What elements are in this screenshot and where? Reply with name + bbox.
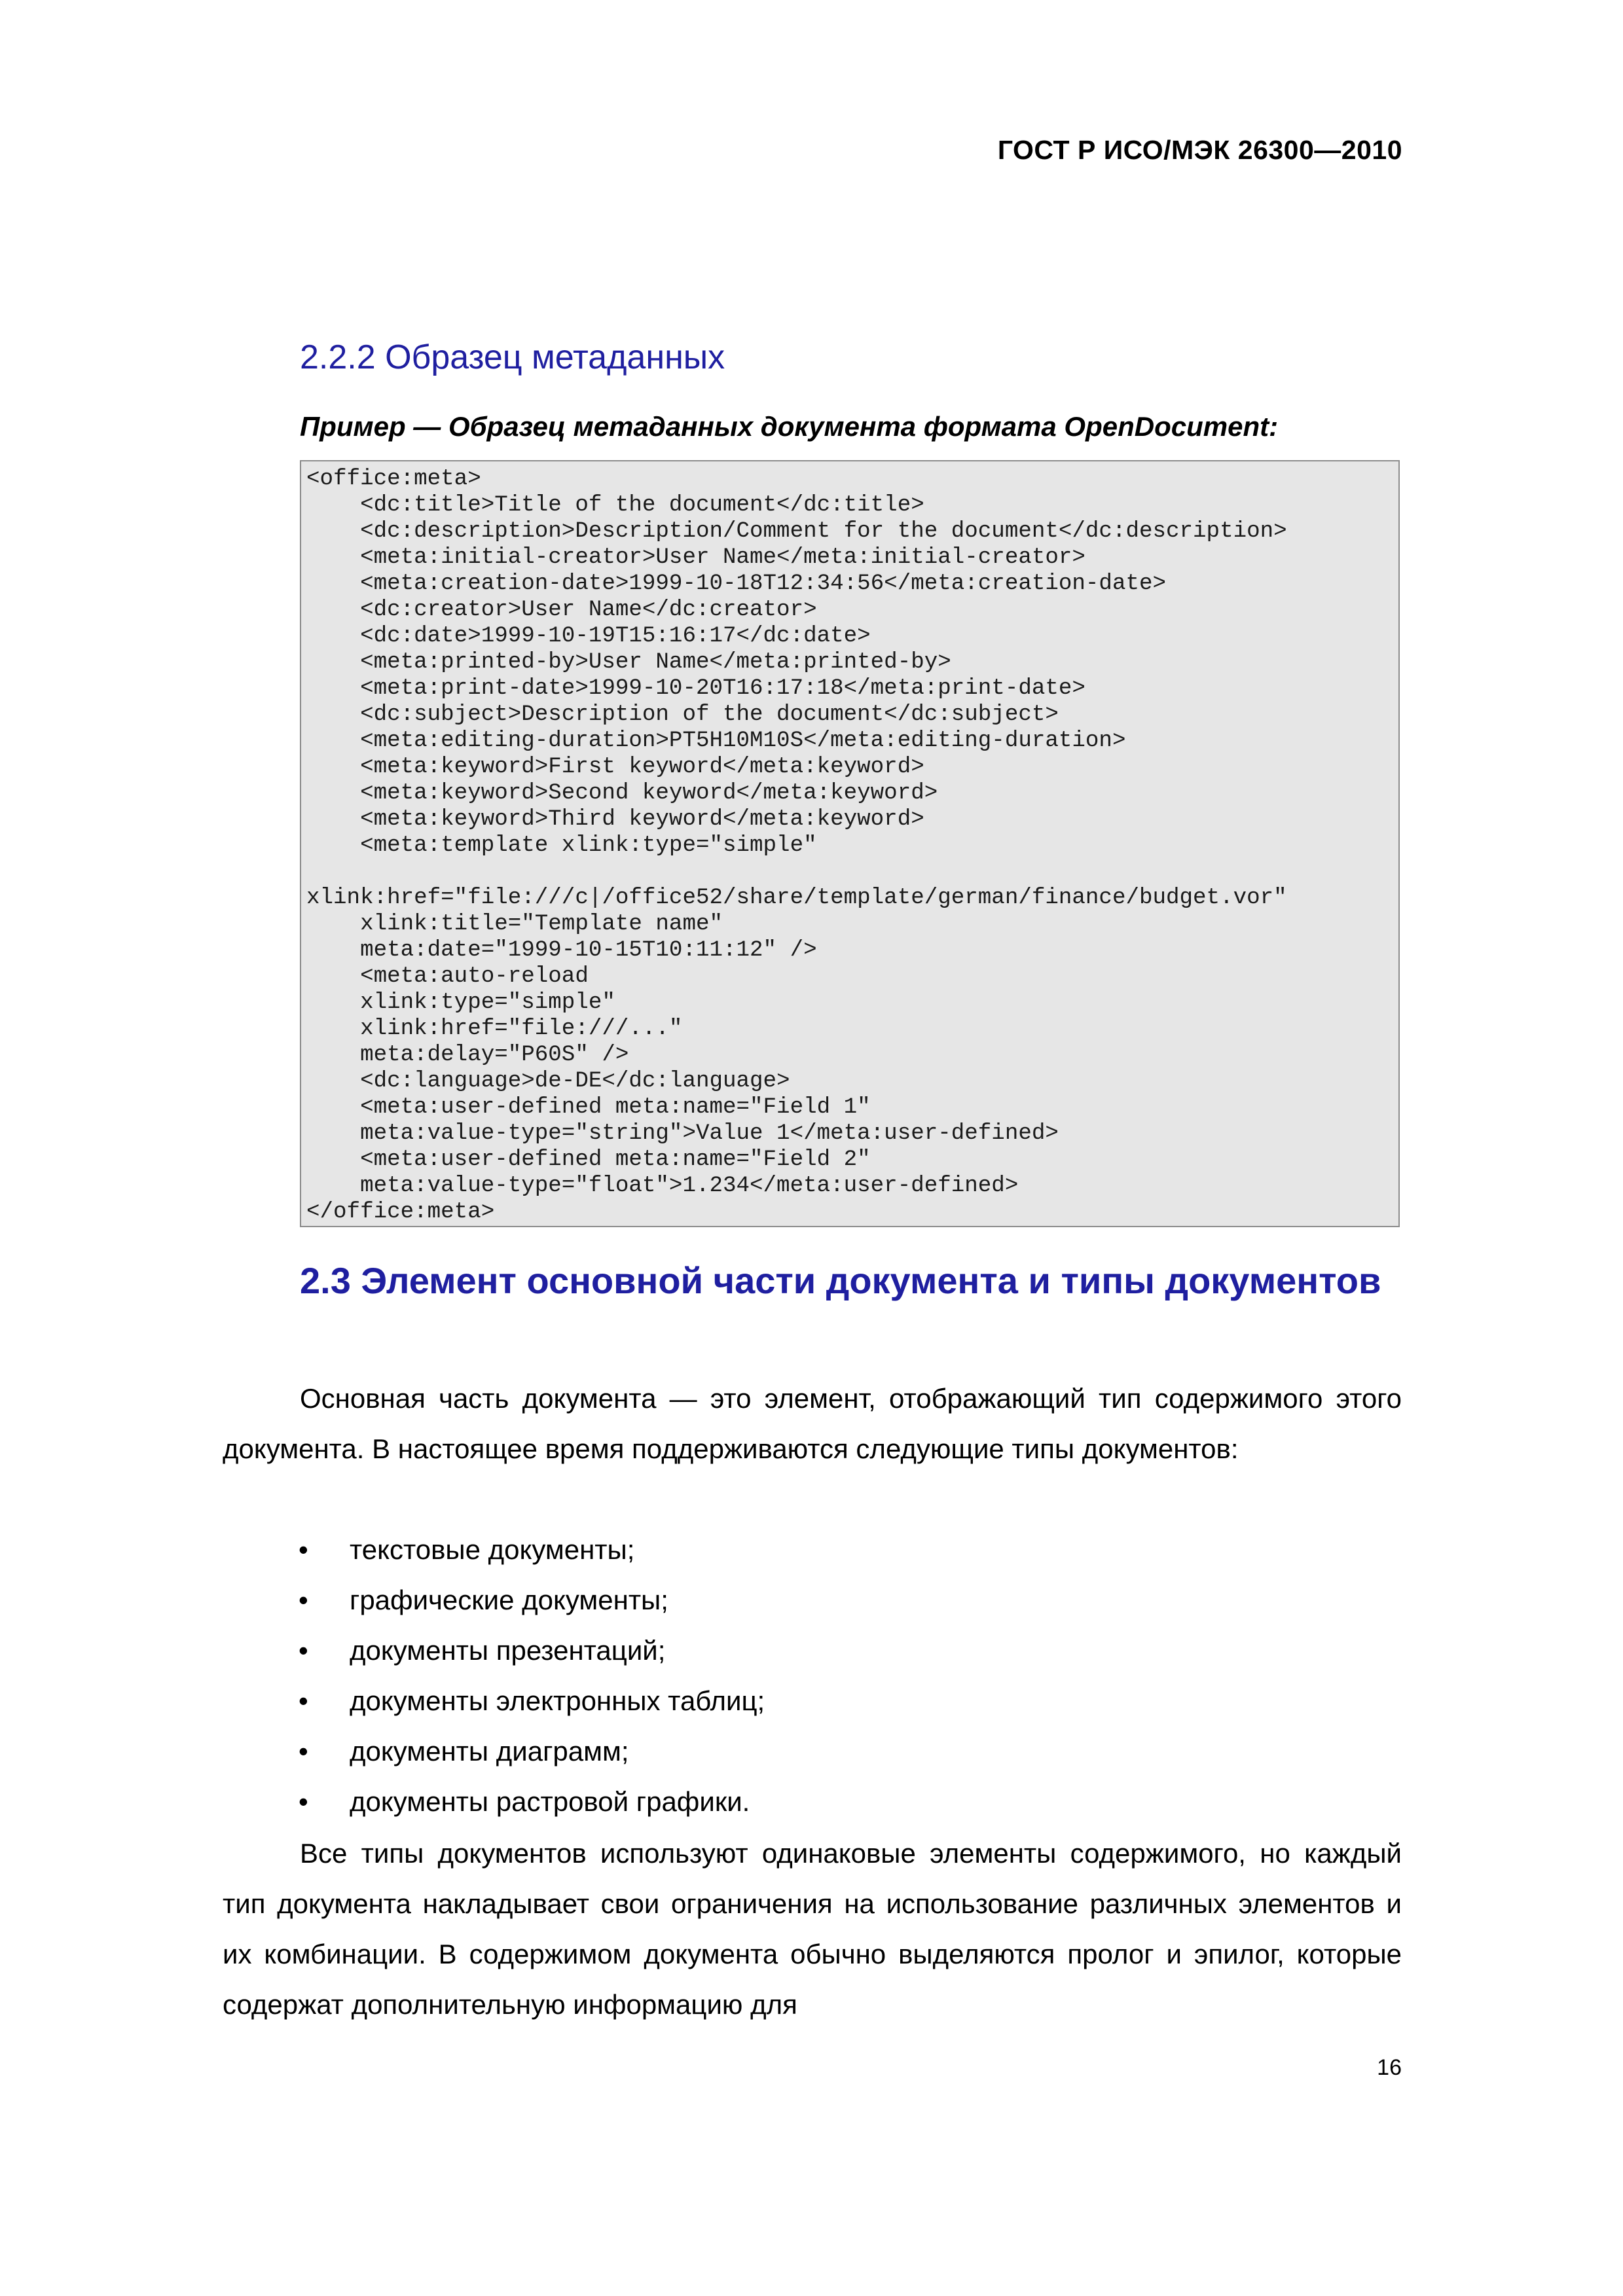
list-item-text: текстовые документы; [350,1534,635,1565]
document-types-list [223,1524,1402,1827]
list-item [223,1776,1402,1827]
bullet-icon: • [299,1736,308,1767]
section-heading-2-2-2: 2.2.2 Образец метаданных [300,338,725,376]
bullet-icon: • [299,1786,308,1817]
code-line [306,859,1393,885]
code-line: <dc:date>1999-10-19T15:16:17</dc:date> [306,624,871,649]
list-item [223,1524,1402,1575]
code-line: <dc:description>Description/Comment for the document</dc:description> [306,519,1287,544]
list-item-text: графические документы; [350,1585,668,1615]
code-line: xlink:href="file:///c|/office52/share/template/german/finance/budget.vor" [306,886,1287,910]
code-line: <meta:initial-creator>User Name</meta:initial-creator> [306,545,1085,570]
code-line: <meta:auto-reload [306,964,589,989]
code-line: <dc:language>de-DE</dc:language> [306,1069,790,1094]
code-line: <meta:keyword>Second keyword</meta:keyword> [306,781,938,806]
code-line: <meta:creation-date>1999-10-18T12:34:56</meta:creation-date> [306,571,1167,596]
list-item [223,1575,1402,1625]
code-line: <meta:template xlink:type="simple" [306,833,817,858]
code-line: <dc:subject>Description of the document</dc:subject> [306,702,1059,727]
code-line: <meta:user-defined meta:name="Field 2" [306,1147,871,1172]
bullet-icon: • [299,1635,308,1666]
example-caption: Пример — Образец метаданных документа формата OpenDocument: [300,411,1279,442]
list-item [223,1726,1402,1776]
code-line: <meta:printed-by>User Name</meta:printed-by> [306,650,951,675]
list-item-text: документы электронных таблиц; [350,1685,765,1716]
body-paragraph-2: Все типы документов используют одинаковые элементы содержимого, но каждый тип документа накладывает свои ограничения на использование различных элементов и их комбинации. В содержимом документа обычно выделяются пролог и эпилог, которые содержат дополнительную информацию для [223,1838,1402,2020]
code-line: <dc:creator>User Name</dc:creator> [306,598,817,622]
list-item-text: документы диаграмм; [350,1736,629,1767]
standard-code-header: ГОСТ Р ИСО/МЭК 26300—2010 [997,135,1402,165]
code-line: <office:meta> [306,467,481,492]
code-line: <dc:title>Title of the document</dc:title> [306,493,924,518]
section-heading-2-3: 2.3 Элемент основной части документа и типы документов [300,1260,1381,1301]
page-number: 16 [1377,2055,1402,2080]
list-item-text: документы презентаций; [350,1635,666,1666]
code-line: xlink:type="simple" [306,990,615,1015]
code-line: </office:meta> [306,1200,495,1225]
code-line: <meta:keyword>First keyword</meta:keyword> [306,755,924,780]
code-line: meta:date="1999-10-15T10:11:12" /> [306,938,817,963]
code-line: meta:delay="P60S" /> [306,1043,629,1067]
list-item-text: документы растровой графики. [350,1786,750,1817]
bullet-icon: • [299,1585,308,1615]
code-line: xlink:title="Template name" [306,912,723,937]
list-item [223,1625,1402,1676]
code-line: <meta:keyword>Third keyword</meta:keyword> [306,807,924,832]
code-line: <meta:editing-duration>PT5H10M10S</meta:editing-duration> [306,728,1126,753]
body-paragraph-1: Основная часть документа — это элемент, отображающий тип содержимого этого документа. В настоящее время поддерживаются следующие типы документов: [223,1383,1402,1464]
bullet-icon: • [299,1534,308,1565]
code-line: xlink:href="file:///..." [306,1016,683,1041]
code-line: <meta:print-date>1999-10-20T16:17:18</meta:print-date> [306,676,1085,701]
list-item [223,1676,1402,1726]
code-line: <meta:user-defined meta:name="Field 1" [306,1095,871,1120]
code-line: meta:value-type="float">1.234</meta:user-defined> [306,1174,1019,1198]
metadata-code-block [300,460,1400,1227]
bullet-icon: • [299,1685,308,1716]
code-line: meta:value-type="string">Value 1</meta:user-defined> [306,1121,1059,1146]
